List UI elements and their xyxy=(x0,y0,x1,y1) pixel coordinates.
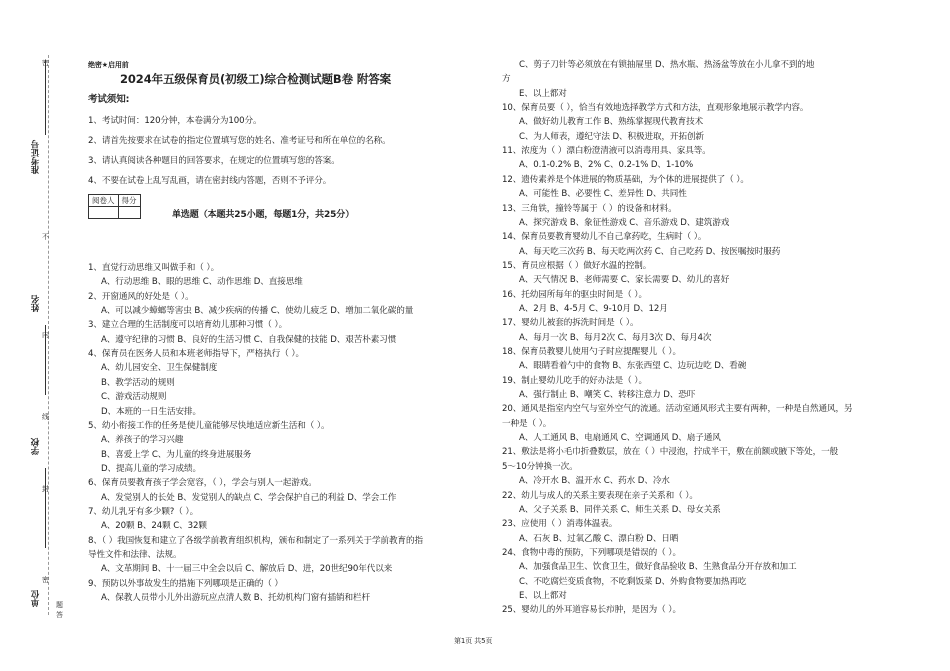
question-line: A、0.1-0.2% B、2% C、0.2-1% D、1-10% xyxy=(519,160,694,171)
seal-mark: 封 xyxy=(42,485,49,493)
question-line: C、游戏活动规则 xyxy=(101,392,167,403)
score-cell[interactable] xyxy=(118,207,140,219)
notice-item: 4、不要在试卷上乱写乱画，请在密封线内答题，否则不予评分。 xyxy=(88,176,332,186)
question-line: A、探究游戏 B、象征性游戏 C、音乐游戏 D、建筑游戏 xyxy=(519,217,730,228)
question-line: 一种是（ ）。 xyxy=(502,418,552,429)
question-line: C、剪子刀针等必须放在有锁抽屉里 D、热水瓶、热汤盆等放在小儿拿不到的地 xyxy=(519,60,815,70)
question-line: A、石灰 B、过氧乙酸 C、漂白粉 D、日晒 xyxy=(519,533,679,544)
question-line: C、为人师表，遵纪守法 D、积极进取，开拓创新 xyxy=(519,131,704,142)
seal-mark: 密 xyxy=(42,576,49,584)
question-line: 17、婴幼儿被套的拆洗时间是（ ）。 xyxy=(502,318,639,329)
notice-item: 2、请首先按要求在试卷的指定位置填写您的姓名、准考证号和所在单位的名称。 xyxy=(88,136,391,146)
question-line: B、教学活动的规则 xyxy=(101,377,175,388)
question-line: 23、应使用（ ）消毒体温表。 xyxy=(502,519,618,530)
question-line: 12、遗传素养是个体进展的物质基础，为个体的进展提供了（ ）。 xyxy=(502,174,749,185)
question-line: A、行动思维 B、眼的思维 C、动作思维 D、直接思维 xyxy=(101,277,303,288)
fill-line-name xyxy=(45,325,46,395)
grader-cell[interactable] xyxy=(89,207,119,219)
fill-line-exam-id xyxy=(45,60,46,135)
question-line: A、文革期间 B、十一届三中全会以后 C、解放后 D、进，20世纪90年代以来 xyxy=(101,564,393,575)
question-line: A、人工通风 B、电扇通风 C、空调通风 D、扇子通风 xyxy=(519,433,721,444)
question-line: A、做好幼儿教育工作 B、熟练掌握现代教育技术 xyxy=(519,117,704,128)
question-line: 25、婴幼儿的外耳道容易长疖肿，是因为（ ）。 xyxy=(502,605,681,616)
seal-mark: 题 xyxy=(56,601,63,609)
question-line: A、可以减少蟑螂等害虫 B、减少疾病的传播 C、使幼儿疲乏 D、增加二氧化碳的量 xyxy=(101,306,414,317)
question-line: 19、制止婴幼儿吃手的好办法是（ ）。 xyxy=(502,375,647,386)
question-line: A、保教人员带小儿外出游玩应点清人数 B、托幼机构门窗有插销和栏杆 xyxy=(101,593,371,604)
question-line: 20、通风是指室内空气与室外空气的流通。活动室通风形式主要有两种，一种是自然通风，另 xyxy=(502,404,853,415)
question-line: 10、保育员要（ ），恰当有效地选择教学方式和方法，直观形象地展示教学内容。 xyxy=(502,103,809,114)
seal-mark: 内 xyxy=(42,331,49,339)
question-line: 8、（ ）我国恢复和建立了各级学前教育组织机构，颁布和制定了一系列关于学前教育的指 xyxy=(88,535,423,546)
question-line: A、幼儿园安全、卫生保健制度 xyxy=(101,363,218,374)
margin-label-exam-id: 准考证号 xyxy=(31,140,41,174)
question-line: E、以上都对 xyxy=(519,88,567,99)
score-label: 得分 xyxy=(118,195,140,207)
grader-label: 阅卷人 xyxy=(89,195,119,207)
page-title: 2024年五级保育员(初级工)综合检测试题B卷 附答案 xyxy=(120,72,392,86)
question-line: A、加强食品卫生、饮食卫生，做好食品验收 B、生熟食品分开存放和加工 xyxy=(519,562,797,573)
question-line: A、20颗 B、24颗 C、32颗 xyxy=(101,521,207,532)
question-line: A、发觉别人的长处 B、发觉别人的缺点 C、学会保护自己的利益 D、学会工作 xyxy=(101,492,397,503)
question-line: 2、开窗通风的好处是（ ）。 xyxy=(88,291,194,302)
notice-heading: 考试须知: xyxy=(88,94,130,105)
question-line: A、遵守纪律的习惯 B、良好的生活习惯 C、自我保健的技能 D、艰苦朴素习惯 xyxy=(101,334,397,345)
question-line: 7、幼儿乳牙有多少颗?（ ）。 xyxy=(88,506,199,517)
question-line: A、2月 B、4-5月 C、9-10月 D、12月 xyxy=(519,303,668,314)
question-line: 9、预防以外事故发生的措施下列哪项是正确的（ ） xyxy=(88,578,283,589)
seal-mark: 答 xyxy=(56,611,63,619)
question-line: 5、幼小衔接工作的任务是使儿童能够尽快地适应新生活和（ ）。 xyxy=(88,420,330,431)
question-line: D、本班的一日生活安排。 xyxy=(101,406,201,417)
seal-mark: 密 xyxy=(42,59,49,67)
score-box xyxy=(88,194,141,219)
question-line: A、冷开水 B、温开水 C、药水 D、冷水 xyxy=(519,476,670,487)
question-line: A、每天吃三次药 B、每天吃两次药 C、自己吃药 D、按医嘱按时服药 xyxy=(519,246,781,257)
question-line: A、强行制止 B、嘲笑 C、转移注意力 D、恐吓 xyxy=(519,390,696,401)
question-line: E、以上都对 xyxy=(519,590,567,601)
question-line: C、不吃腐烂变质食物，不吃剩饭菜 D、外购食物要加热再吃 xyxy=(519,576,747,587)
question-line: 6、保育员要教育孩子学会宽容，（ ），学会与别人一起游戏。 xyxy=(88,478,317,489)
notice-item: 3、请认真阅读各种题目的回答要求，在规定的位置填写您的答案。 xyxy=(88,156,340,166)
question-line: 4、保育员在医务人员和本班老师指导下，严格执行（ ）。 xyxy=(88,349,305,360)
margin-label-unit: 单位 xyxy=(31,590,41,607)
question-line: 15、育员应根据（ ）做好水温的控制。 xyxy=(502,260,652,271)
margin-label-school: 学校 xyxy=(31,438,41,455)
question-line: 16、托幼园所每年的驱虫时间是（ ）。 xyxy=(502,289,647,300)
question-line: 1、直觉行动思维又叫做手和（ ）。 xyxy=(88,263,220,273)
seal-mark: 线 xyxy=(42,413,49,421)
question-line: 导性文件和法律、法规。 xyxy=(88,550,182,560)
question-line: A、父子关系 B、同伴关系 C、师生关系 D、母女关系 xyxy=(519,504,721,515)
section-title: 单选题（本题共25小题，每题1分，共25分） xyxy=(172,210,355,220)
question-line: 方 xyxy=(502,74,511,85)
margin-label-name: 姓名 xyxy=(31,295,41,312)
question-line: 5～10分钟换一次。 xyxy=(502,461,578,472)
question-line: 11、浓度为（ ）漂白粉澄清液可以消毒用具、家具等。 xyxy=(502,146,711,157)
question-line: 21、敷法是将小毛巾折叠数层，放在（ ）中浸泡，拧成半干，敷在前额或腋下等处，一般 xyxy=(502,447,839,458)
question-line: 13、三角铁，撞铃等属于（ ）的设备和材料。 xyxy=(502,203,677,214)
question-line: 14、保育员要教育婴幼儿不自己拿药吃，生病时（ ）。 xyxy=(502,232,707,243)
question-line: D、提高儿童的学习成绩。 xyxy=(101,463,201,474)
question-line: 3、建立合理的生活制度可以培育幼儿那种习惯（ ）。 xyxy=(88,320,288,331)
fill-line-school xyxy=(45,468,46,548)
question-line: 18、保育员教婴儿使用勺子时应提醒婴儿（ ）。 xyxy=(502,347,681,357)
question-line: A、眼睛看着勺中的食物 B、东张西望 C、边玩边吃 D、看碗 xyxy=(519,361,747,372)
page-footer: 第1页 共5页 xyxy=(454,637,493,645)
notice-item: 1、考试时间：120分钟，本卷满分为100分。 xyxy=(88,116,262,126)
question-line: A、每月一次 B、每月2次 C、每月3次 D、每月4次 xyxy=(519,332,712,343)
question-line: A、养孩子的学习兴趣 xyxy=(101,435,184,446)
seal-mark: 不 xyxy=(42,233,49,241)
question-line: B、喜爱上学 C、为儿童的终身进展服务 xyxy=(101,449,252,460)
question-line: A、可能性 B、必要性 C、差异性 D、共同性 xyxy=(519,189,687,200)
question-line: 24、食物中毒的预防，下列哪项是错误的（ ）。 xyxy=(502,547,681,558)
confidential-tag: 绝密★启用前 xyxy=(88,61,129,69)
question-line: A、天气情况 B、老师需要 C、家长需要 D、幼儿的喜好 xyxy=(519,275,730,286)
question-line: 22、幼儿与成人的关系主要表现在亲子关系和（ ）。 xyxy=(502,490,698,501)
